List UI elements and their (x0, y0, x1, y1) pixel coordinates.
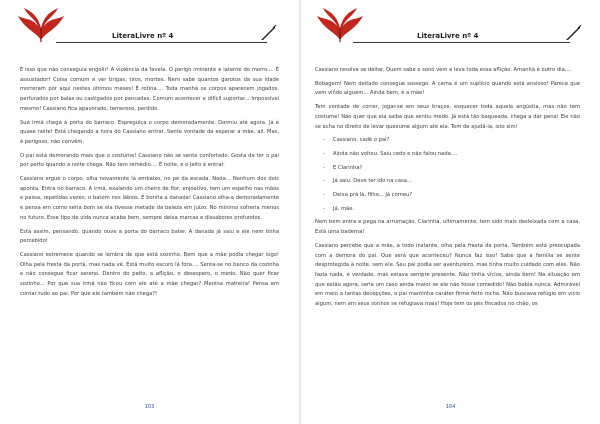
paragraph: É isso que não conseguia engolir! A violência da favela. O perigo iminente e latente do morro.... É assustador! Coisa comum é ver brigas, tiros, mortes. Nem sabe quantos garotos da sua idade morreram por aqui nestes últimos meses! É rotina.... Toda manhã os corpos aparecem jogados, perfurados por balas ou castigados por pancadas. Comum acontecer e difícil suportar... Impossível mesmo! Cassiano fica apavorado, temeroso, perdido. (20, 67, 279, 112)
paragraph: Nem bem entra e pega na arrumação. Clarinha, ultimamente, tem sido mais desleixada com a casa. Está uma baderna! (315, 219, 580, 236)
dialogue-line: - Já, mãe. (323, 205, 580, 215)
left-page (0, 0, 299, 424)
dialogue-line: - Ainda não voltou. Saiu cedo e não falou nada.... (323, 150, 580, 160)
right-page (301, 0, 600, 424)
paragraph: Cassiano percebe que a mãe, a todo instante, olha pela fresta da porta. Também está preocupada com a demora do pai. Que será que aconteceu? Nunca faz isso! Sabe que a família se sente desprotegida à noite, sem ele. Seu pai podia ser aventureiro, mas tinha muito cuidado com eles. Não fazia nada, é verdade, mas estava sempre presente. Não tinha vícios, ainda bem! Na situação em que estão agora, seria um caso ainda maior se ele não fosse comedido! Não bebia nunca. Admirável em meio a tantas decepções, o pai mantinha caráter firme feito rocha. Não buscava refúgio em vício algum, nem em seus sonhos se refugiava mais! Hoje tem os pés fincados no chão, os (315, 242, 580, 308)
dialogue-line: - Cassiano, cadê o pai? (323, 136, 580, 146)
page-number: 104 (445, 404, 456, 410)
paragraph: Sua irmã chega à porta do barraco. Espreguiça o corpo demoradamente. Dormiu até agora. Já é quase noite! Está chegando a hora do Cassiano entrar. Sente vontade de esperar a mãe, ali. Mas, é perigoso, não convém. (20, 119, 279, 145)
header-title: LiteraLivre nº 4 (417, 32, 479, 40)
header-rule (56, 42, 267, 43)
winged-logo-icon (16, 6, 66, 46)
page-body (20, 66, 279, 303)
dialogue-line: - Já saiu. Deve ter ido na casa... (323, 177, 580, 187)
paragraph: Tem vontade de correr, jogar-se em seus braços, esquecer toda aquela angústia, mas não tem costume! Não quer que ela saiba que sentiu medo. Já está tão baqueada, chega a dar pena! Ele não se acha no direito de levar quexume algum até ela. Tem de ajudá-la, isto sim! (315, 104, 580, 130)
header-title: LiteraLivre nº 4 (112, 32, 174, 40)
page-number: 103 (144, 404, 155, 410)
page-body (315, 66, 580, 314)
paragraph: Está assim, pensando, quando ouve a porta do barraco bater. A danada já saiu e ele nem tinha percebido! (20, 228, 279, 245)
header-rule (353, 42, 570, 43)
paragraph: Bobagem! Nem deitado consegue sossego. A cama é um suplício quando está ansioso! Parece que vem vindo alguém... Ainda bem, é a mãe! (315, 80, 580, 97)
dialogue-line: - Deixa prá lá, filho... Já comeu? (323, 191, 580, 201)
paragraph: Cassiano resolve se deitar. Quem sabe o sono vem e leva toda essa aflição. Amanhã é outro dia.... (315, 67, 572, 73)
page-header (309, 6, 592, 50)
paragraph: Cassiano ergue o corpo, olha novamente lá embaixo, no pé da escada. Nada... Nenhum dos dois aponta. Entra no barraco. A irmã, exalando um cheiro de flor, enjoativo, tem um espelho nas mãos e passa, repetidas vezes, o batom nos lábios. É bonita a danada! Cassiano olha-a demoradamente e pensa em como seria bom se ela tivesse metade da beleza em juízo. No mínimo sofreria menos no futuro. Esse tipo de vida nunca acaba bem, sempre deixa marcas e dissabores profundos. (20, 176, 279, 221)
quill-pen-icon (564, 24, 582, 42)
quill-pen-icon (259, 24, 277, 42)
winged-logo-icon (315, 6, 365, 46)
paragraph: Cassiano estremece quando se lembra de que está sozinho. Bem que a mãe podia chegar logo! Olha pela fresta da porta, mas nada vê. Está muito escuro lá fora.... Senta-se no banco da cozinha e não consegue ficar sereno. Dentro do peito, a aflição, o desespero, o medo. Não quer ficar sozinho... Por que sua irmã não ficou com ele até a mãe chegar? Menina matreira! Pensa em contar tudo ao pai. Por que ele também não chega?! (20, 251, 279, 297)
page-header (8, 6, 291, 50)
paragraph: O pai está demorando mais que o costume! Cassiano não se sente confortado. Gosta de ter o pai por perto quando a noite chega. Não tem remédio.... É noite, e o jeito é entrar. (20, 152, 279, 169)
dialogue-line: - E Clarinha? (323, 164, 580, 174)
